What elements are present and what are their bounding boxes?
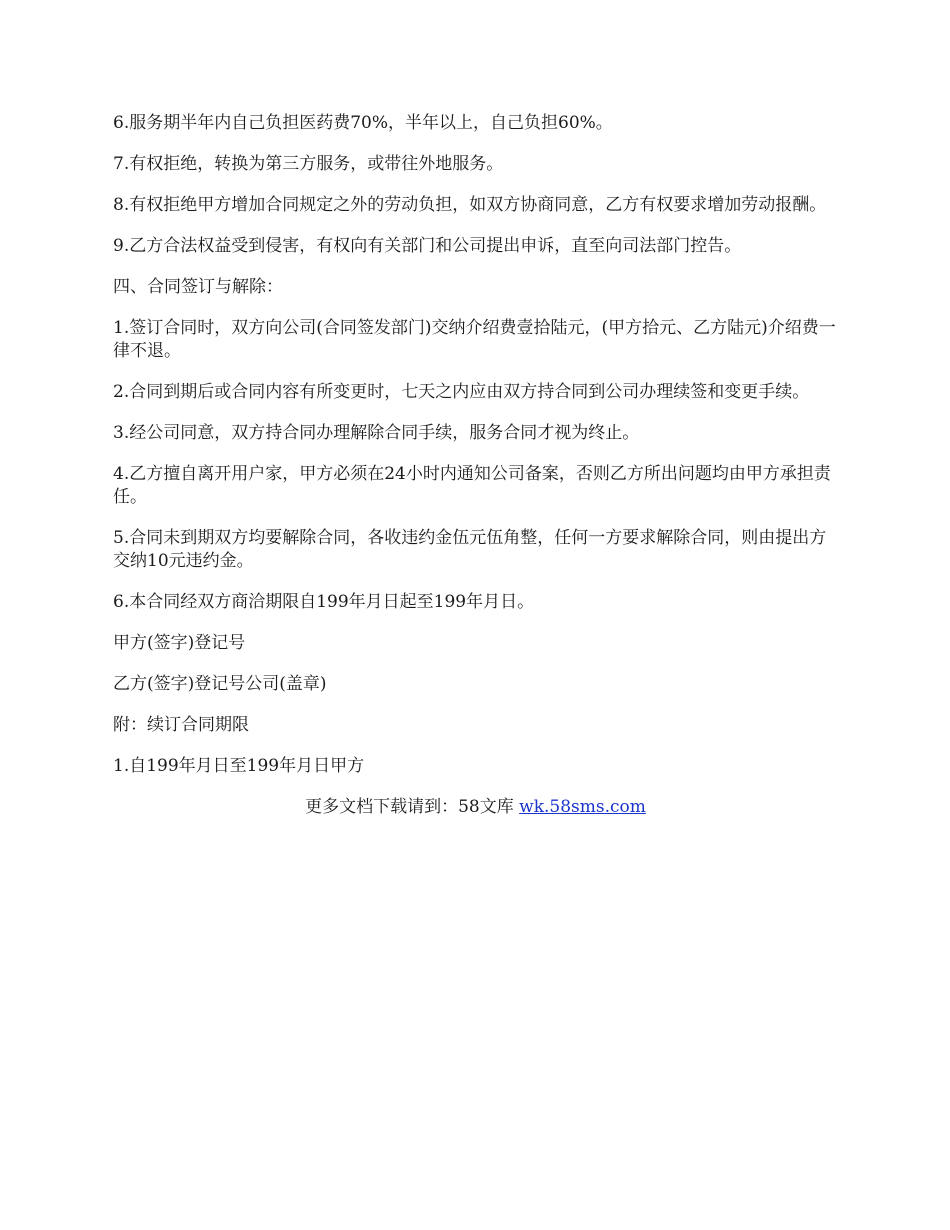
appendix-heading: 附：续订合同期限 [113,715,249,735]
paragraph-medical-fee: 6.服务期半年内自己负担医药费70%，半年以上，自己负担60%。 [113,113,613,133]
appendix-item-1: 1.自199年月日至199年月日甲方 [113,756,365,776]
footer-text: 更多文档下载请到：58文库 [305,797,520,817]
paragraph-contract-term: 6.本合同经双方商洽期限自199年月日起至199年月日。 [113,592,535,612]
paragraph-intro-fee: 1.签订合同时，双方向公司(合同签发部门)交纳介绍费壹拾陆元，(甲方拾元、乙方陆元)介绍费一律不退。 [113,318,836,361]
footer-download-note [113,796,838,819]
paragraph-refuse-extra-labor: 8.有权拒绝甲方增加合同规定之外的劳动负担，如双方协商同意，乙方有权要求增加劳动报酬。 [113,195,827,215]
paragraph-penalty: 5.合同未到期双方均要解除合同，各收违约金伍元伍角整，任何一方要求解除合同，则由提出方交纳10元违约金。 [113,528,827,571]
paragraph-termination-procedure: 3.经公司同意，双方持合同办理解除合同手续，服务合同才视为终止。 [113,423,640,443]
footer-link[interactable]: wk.58sms.com [519,797,646,817]
signature-party-a: 甲方(签字)登记号 [113,633,246,653]
section-heading-signing-termination: 四、合同签订与解除： [113,277,283,297]
paragraph-refuse-transfer: 7.有权拒绝，转换为第三方服务，或带往外地服务。 [113,154,504,174]
paragraph-unauthorized-leave: 4.乙方擅自离开用户家，甲方必须在24小时内通知公司备案，否则乙方所出问题均由甲方承担责任。 [113,464,831,507]
paragraph-renewal: 2.合同到期后或合同内容有所变更时，七天之内应由双方持合同到公司办理续签和变更手续。 [113,382,810,402]
document-page [113,112,838,819]
paragraph-rights-complaint: 9.乙方合法权益受到侵害，有权向有关部门和公司提出申诉，直至向司法部门控告。 [113,236,742,256]
signature-party-b: 乙方(签字)登记号公司(盖章) [113,674,327,694]
